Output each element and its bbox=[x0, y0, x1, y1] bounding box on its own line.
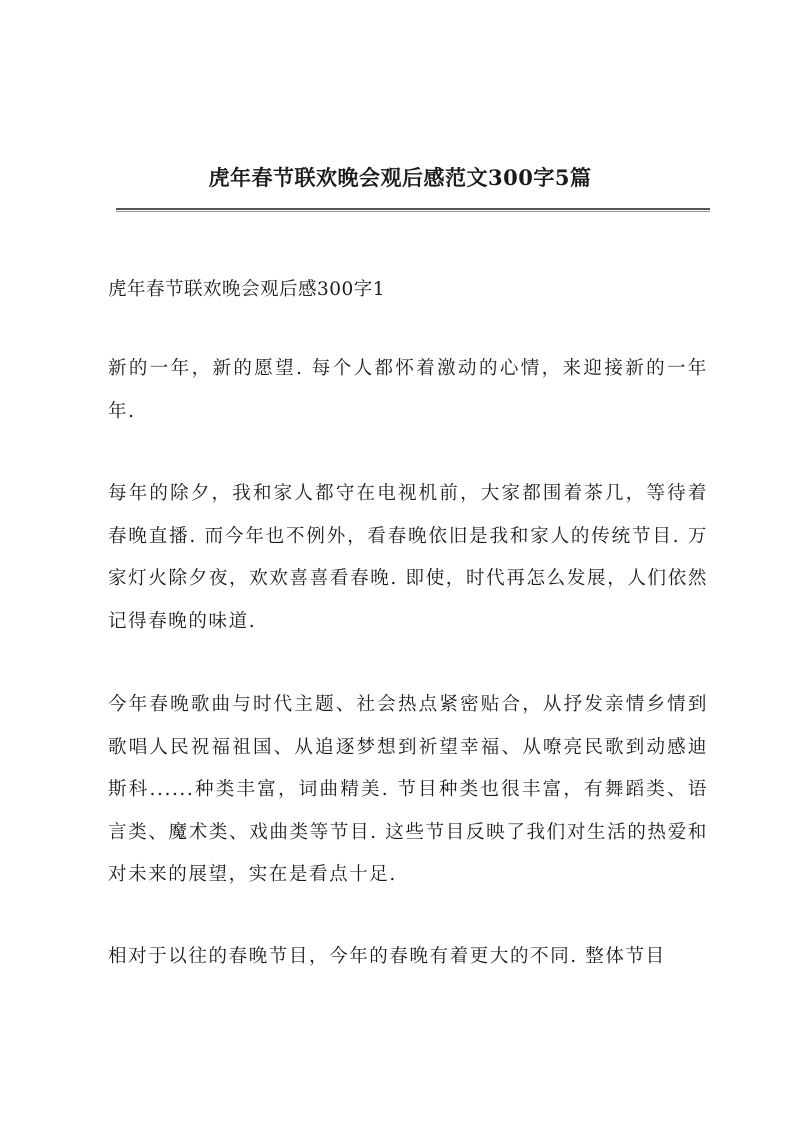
document-title: 虎年春节联欢晚会观后感范文300字5篇 bbox=[208, 165, 592, 190]
section-heading: 虎年春节联欢晚会观后感300字1 bbox=[108, 279, 386, 300]
paragraph-1: 新的一年，新的愿望. 每个人都怀着激动的心情，来迎接新的一年年. bbox=[108, 358, 708, 422]
paragraph-4: 相对于以往的春晚节目，今年的春晚有着更大的不同. 整体节目 bbox=[108, 946, 666, 967]
paragraph-3: 今年春晚歌曲与时代主题、社会热点紧密贴合，从抒发亲情乡情到歌唱人民祝福祖国、从追逐梦想到祈望幸福、从嘹亮民歌到动感迪斯科......种类丰富，词曲精美. 节目种类也很丰富，有舞蹈类、语言类、魔术类、戏曲类等节目. 这些节目反映了我们对生活的热爱和对未来的展望，实在是看点十足. bbox=[108, 694, 708, 885]
title-divider bbox=[116, 208, 710, 212]
paragraph-2: 每年的除夕，我和家人都守在电视机前，大家都围着茶几，等待着春晚直播. 而今年也不例外，看春晚依旧是我和家人的传统节目. 万家灯火除夕夜，欢欢喜喜看春晚. 即使，时代再怎么发展，人们依然记得春晚的味道. bbox=[108, 483, 708, 632]
